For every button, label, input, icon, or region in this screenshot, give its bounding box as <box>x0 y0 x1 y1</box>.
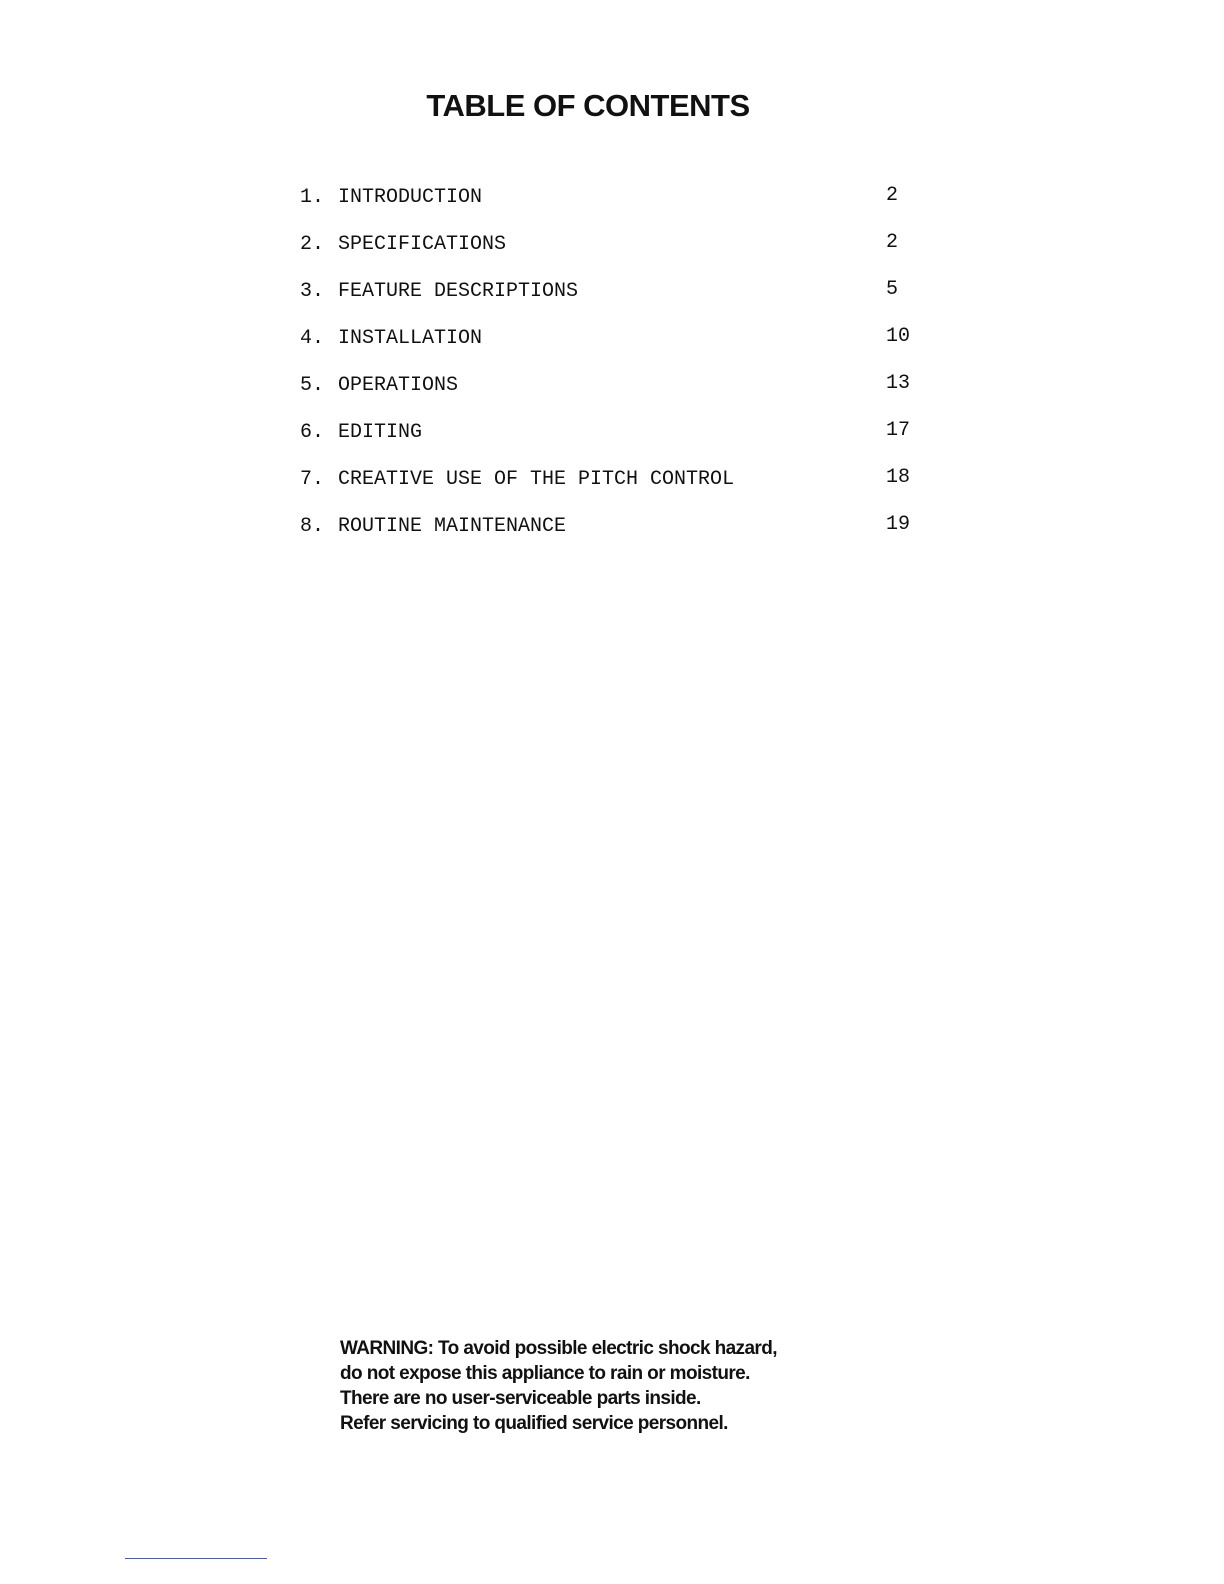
warning-line: There are no user-serviceable parts inside. <box>340 1388 701 1409</box>
toc-entry <box>300 509 940 556</box>
toc-entry <box>300 321 940 368</box>
toc-entry-number: 1. <box>300 186 325 209</box>
warning-line: Refer servicing to qualified service personnel. <box>340 1413 728 1434</box>
toc-entry-title: FEATURE DESCRIPTIONS <box>338 280 579 303</box>
toc-entry-number: 8. <box>300 515 325 538</box>
warning-line: WARNING: To avoid possible electric shock hazard, <box>340 1338 777 1359</box>
toc-entry-page: 18 <box>886 466 911 489</box>
toc-entry-page: 17 <box>886 419 911 442</box>
toc-entry <box>300 274 940 321</box>
toc-entry <box>300 180 940 227</box>
toc-entry-page: 2 <box>886 184 899 207</box>
toc-entry-page: 2 <box>886 231 899 254</box>
toc-entry <box>300 415 940 462</box>
toc-entry-title: CREATIVE USE OF THE PITCH CONTROL <box>338 468 735 491</box>
toc-entry-page: 13 <box>886 372 911 395</box>
toc-entry-page: 19 <box>886 513 911 536</box>
warning-notice <box>340 1336 900 1436</box>
toc-entry-title: EDITING <box>338 421 423 444</box>
toc-entry-number: 2. <box>300 233 325 256</box>
table-of-contents <box>300 180 940 556</box>
toc-entry-number: 4. <box>300 327 325 350</box>
toc-entry-title: SPECIFICATIONS <box>338 233 507 256</box>
toc-entry-title: ROUTINE MAINTENANCE <box>338 515 567 538</box>
toc-entry-page: 10 <box>886 325 911 348</box>
toc-entry-title: INSTALLATION <box>338 327 483 350</box>
warning-line: do not expose this appliance to rain or moisture. <box>340 1363 750 1384</box>
toc-entry-page: 5 <box>886 278 899 301</box>
page-title: TABLE OF CONTENTS <box>426 88 750 123</box>
toc-entry <box>300 462 940 509</box>
toc-entry <box>300 368 940 415</box>
toc-entry-number: 6. <box>300 421 325 444</box>
toc-entry-number: 7. <box>300 468 325 491</box>
toc-entry-number: 3. <box>300 280 325 303</box>
footer-rule <box>125 1558 267 1559</box>
toc-entry-title: INTRODUCTION <box>338 186 483 209</box>
toc-entry-number: 5. <box>300 374 325 397</box>
toc-entry-title: OPERATIONS <box>338 374 459 397</box>
toc-entry <box>300 227 940 274</box>
